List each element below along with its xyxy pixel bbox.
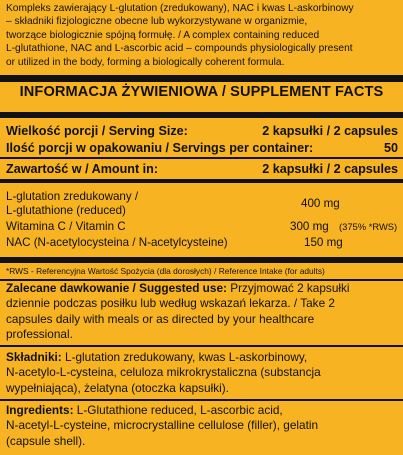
dosage-text: Przyjmować 2 kapsułki <box>226 281 350 295</box>
intro-line: or utilized in the body, forming a biologically coherent formula. <box>6 56 285 68</box>
ingredients-en-line <box>6 403 398 418</box>
thick-divider <box>0 257 403 263</box>
ingredients-en-line: N-acetyl-L-cysteine, microcrystalline cellulose (filler), gelatin <box>6 418 319 433</box>
nutrient-name <box>6 220 126 234</box>
serving-size-label: Wielkość porcji / Serving Size: <box>6 124 188 138</box>
ingredients-pl-line: wypełniająca), żelatyna (otoczka kapsułki). <box>6 380 229 395</box>
facts-title: INFORMACJA ŻYWIENIOWA / SUPPLEMENT FACTS <box>19 84 384 100</box>
dosage-section <box>6 281 398 342</box>
nutrient-name-line: Witamina C / Vitamin C <box>6 220 126 233</box>
nutrient-name <box>6 236 228 250</box>
thick-divider <box>0 112 403 118</box>
dosage-line: professional. <box>6 326 73 341</box>
ingredients-en-line: (capsule shell). <box>6 433 86 448</box>
divider <box>0 399 403 401</box>
nutrient-name <box>6 190 138 218</box>
serving-size-value: 2 kapsułki / 2 capsules <box>262 124 398 138</box>
dosage-label: Zalecane dawkowanie / Suggested use: <box>6 281 227 295</box>
dosage-line: dziennie podczas posiłku lub według wskazań lekarza. / Take 2 <box>6 296 335 311</box>
intro-line: Kompleks zawierający L-glutation (zredukowany), NAC i kwas L-askorbinowy <box>6 3 354 14</box>
divider <box>0 345 403 347</box>
amount-value: 2 kapsułki / 2 capsules <box>262 162 398 176</box>
ingredients-pl-text: L-glutation zredukowany, kwas L-askorbinowy, <box>61 350 308 364</box>
nutrient-amount: 300 mg <box>290 220 329 233</box>
intro-line: L-glutathione, NAC and L-ascorbic acid – compounds physiologically present <box>6 43 353 55</box>
intro-line: – składniki fizjologiczne obecne lub wykorzystywane w organizmie, <box>6 16 308 28</box>
servings-value: 50 <box>383 141 398 155</box>
ingredients-pl-line <box>6 350 398 365</box>
ingredients-en-text: L-Glutathione reduced, L-ascorbic acid, <box>73 403 283 417</box>
thick-divider <box>0 75 403 82</box>
ingredients-pl-section <box>6 350 398 396</box>
medium-divider <box>0 179 403 183</box>
ingredients-pl-label: Składniki: <box>6 350 62 364</box>
dosage-line <box>6 281 398 296</box>
ingredients-pl-line: N-acetylo-L-cysteina, celuloza mikrokrystaliczna (substancja <box>6 365 321 380</box>
nutrient-name-line: L-glutation zredukowany / <box>6 190 139 203</box>
nutrient-name-line: L-glutathione (reduced) <box>6 204 126 217</box>
nutrient-rws: (375% *RWS) <box>339 221 398 232</box>
ingredients-en-section <box>6 403 398 449</box>
rws-footnote: *RWS - Referencyjna Wartość Spożycia (dla dorosłych) / Reference Intake (for adults) <box>6 266 325 276</box>
nutrient-name-line: NAC (N-acetylocysteina / N-acetylcysteine) <box>6 236 228 249</box>
divider <box>0 157 403 159</box>
intro-line: tworzące biologicznie spójną formułę. / A complex containing reduced <box>6 29 320 41</box>
amount-label: Zawartość w / Amount in: <box>6 162 159 176</box>
ingredients-en-label: Ingredients: <box>6 403 74 417</box>
intro-text <box>6 2 400 69</box>
nutrient-amount: 400 mg <box>301 197 340 210</box>
dosage-line: capsules daily with meals or as directed by your healthcare <box>6 311 315 326</box>
servings-label: Ilość porcji w opakowaniu / Servings per container: <box>6 141 314 155</box>
nutrient-amount: 150 mg <box>304 236 343 249</box>
